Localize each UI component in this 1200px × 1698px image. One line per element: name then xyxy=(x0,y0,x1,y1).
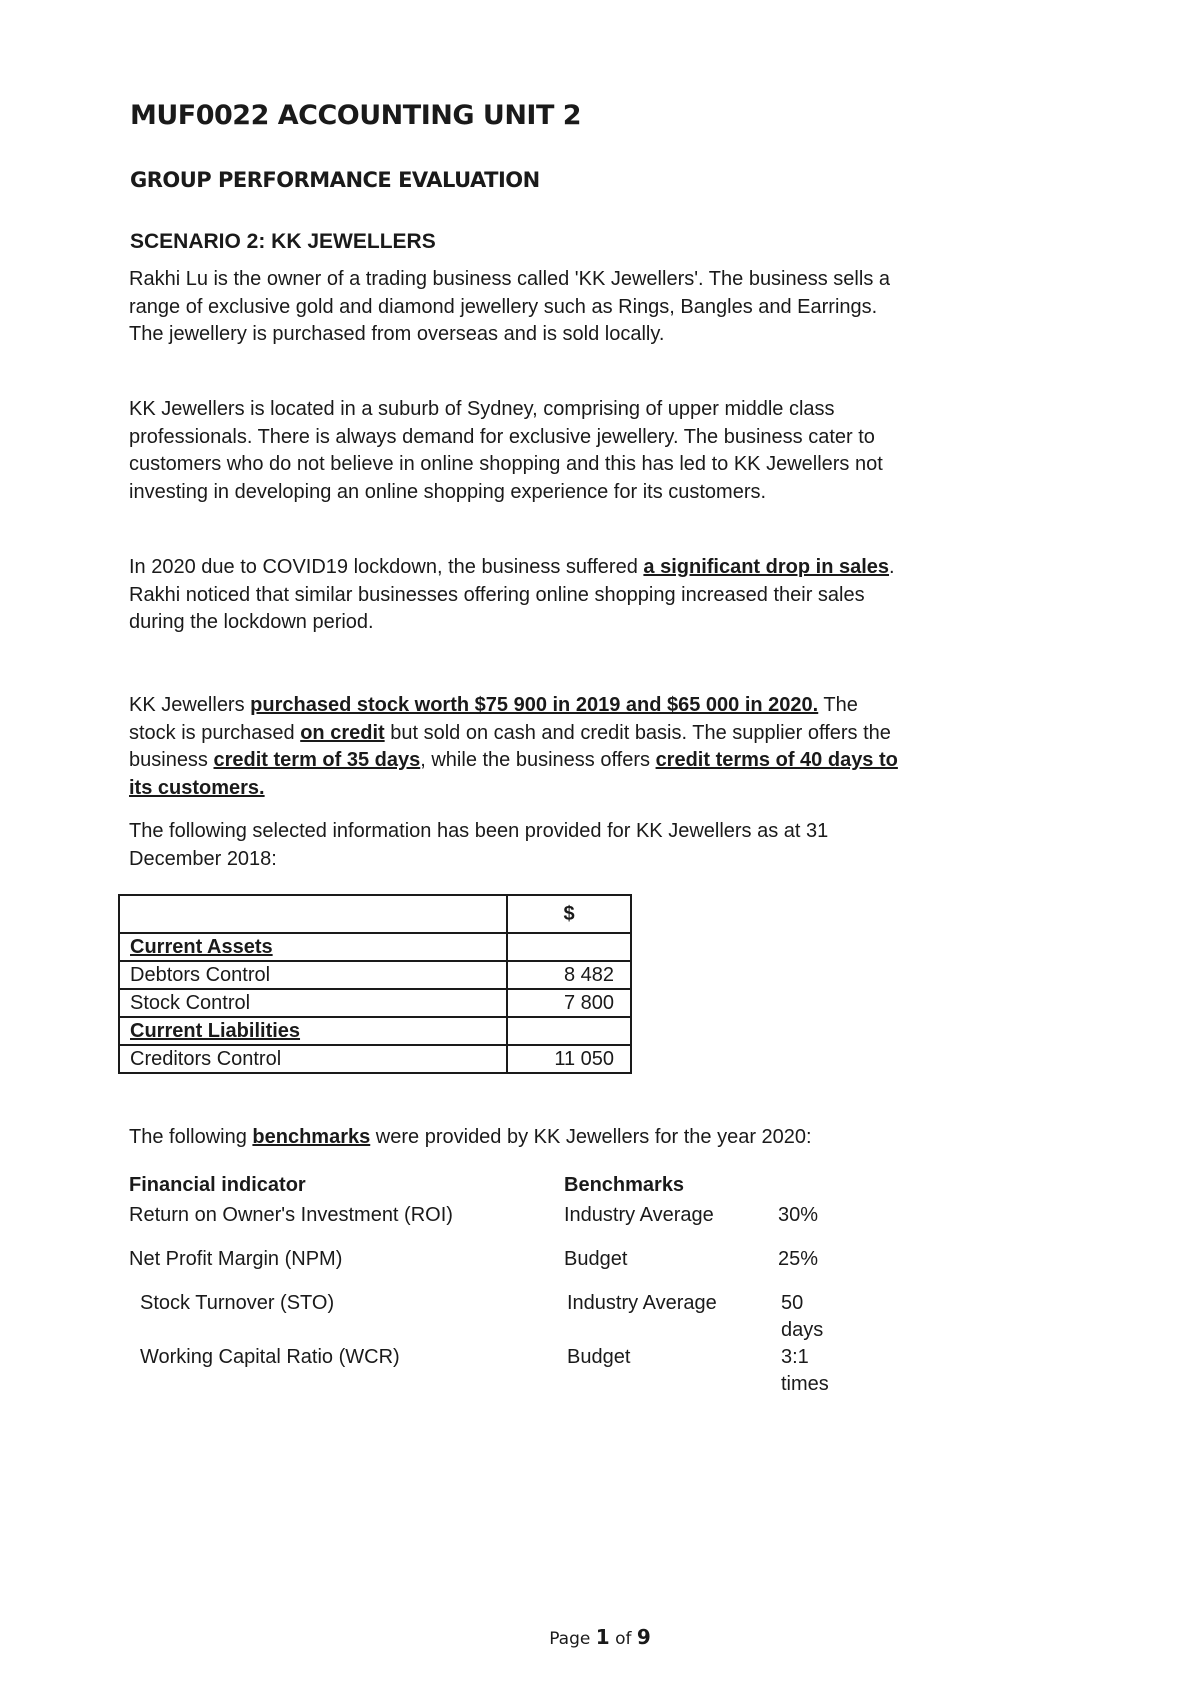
benchmark-value: 30% xyxy=(778,1204,819,1226)
benchmark-value-number: 50 xyxy=(781,1292,804,1314)
section-label-current-liabilities: Current Liabilities xyxy=(119,1017,507,1045)
page-total: 9 xyxy=(636,1625,651,1649)
paragraph-line: KK Jewellers is located in a suburb of Sydney, comprising of upper middle class xyxy=(129,398,835,420)
emphasis-sales-drop: a significant drop in sales xyxy=(643,556,890,578)
paragraph-line: Rakhi Lu is the owner of a trading business called 'KK Jewellers'. The business sells a xyxy=(129,268,890,290)
page-number: 1 xyxy=(595,1625,610,1649)
emphasis-stock-purchases: purchased stock worth $75 900 in 2019 and $65 000 in 2020. xyxy=(250,694,819,716)
text-run: were provided by KK Jewellers for the year 2020: xyxy=(370,1126,812,1148)
paragraph-line: December 2018: xyxy=(129,847,277,870)
table-row xyxy=(119,989,631,1017)
row-label: Stock Control xyxy=(119,989,507,1017)
indicator-name: Return on Owner's Investment (ROI) xyxy=(129,1204,453,1226)
row-value: 7 800 xyxy=(507,989,631,1017)
scenario-heading: SCENARIO 2: KK JEWELLERS xyxy=(130,230,436,253)
table-header-row xyxy=(119,895,631,933)
benchmark-value xyxy=(781,1344,829,1398)
table-row xyxy=(119,1045,631,1073)
emphasis-benchmarks: benchmarks xyxy=(252,1126,371,1148)
covid-paragraph xyxy=(129,554,895,637)
text-run: but sold on cash and credit basis. The supplier offers the xyxy=(384,721,891,744)
balance-table xyxy=(118,894,632,1074)
text-run: . xyxy=(889,556,895,578)
text-run: stock is purchased xyxy=(129,721,301,744)
table-cell xyxy=(507,933,631,961)
emphasis-supplier-credit-term: credit term of 35 days xyxy=(213,749,421,771)
benchmark-value-unit: times xyxy=(781,1373,829,1395)
benchmark-source: Industry Average xyxy=(564,1204,714,1226)
benchmark-value-unit: days xyxy=(781,1319,824,1341)
paragraph-line: The following selected information has been provided for KK Jewellers as at 31 xyxy=(129,820,829,842)
table-row xyxy=(119,933,631,961)
paragraph-line: during the lockdown period. xyxy=(129,611,374,633)
page-of-label: of xyxy=(615,1629,632,1649)
paragraph-line: The jewellery is purchased from overseas and is sold locally. xyxy=(129,323,665,345)
table-row xyxy=(119,961,631,989)
benchmark-source: Budget xyxy=(567,1346,631,1368)
paragraph-line xyxy=(129,720,898,748)
benchmarks-intro xyxy=(129,1124,812,1152)
location-paragraph xyxy=(129,396,883,506)
indicator-name: Stock Turnover (STO) xyxy=(140,1292,335,1314)
emphasis-customer-credit-term: credit terms of 40 days to xyxy=(655,749,898,771)
row-value: 8 482 xyxy=(507,961,631,989)
text-run: The xyxy=(818,694,858,716)
benchmark-value: 25% xyxy=(778,1248,819,1270)
document-title: MUF0022 ACCOUNTING UNIT 2 xyxy=(130,100,582,131)
indicator-name: Net Profit Margin (NPM) xyxy=(129,1248,343,1270)
benchmark-source: Budget xyxy=(564,1248,628,1270)
document-subtitle: GROUP PERFORMANCE EVALUATION xyxy=(130,168,540,192)
indicator-column-header: Financial indicator xyxy=(129,1174,306,1196)
paragraph-line xyxy=(129,747,898,775)
paragraph-line xyxy=(129,692,898,720)
text-run: In 2020 due to COVID19 lockdown, the business suffered xyxy=(129,556,644,578)
row-label: Debtors Control xyxy=(119,961,507,989)
benchmarks-column-header: Benchmarks xyxy=(564,1174,685,1196)
emphasis-customer-credit-term: its customers. xyxy=(129,776,265,799)
emphasis-on-credit: on credit xyxy=(300,721,385,744)
paragraph-line: Rakhi noticed that similar businesses offering online shopping increased their sales xyxy=(129,583,865,606)
paragraph-line: range of exclusive gold and diamond jewellery such as Rings, Bangles and Earrings. xyxy=(129,295,878,318)
benchmark-value xyxy=(781,1290,823,1344)
table-cell xyxy=(507,1017,631,1045)
row-label: Creditors Control xyxy=(119,1045,507,1073)
selected-info-paragraph xyxy=(129,818,828,873)
text-run: business xyxy=(129,749,214,771)
text-run: KK Jewellers xyxy=(129,694,251,716)
section-label-current-assets: Current Assets xyxy=(119,933,507,961)
row-value: 11 050 xyxy=(507,1045,631,1073)
paragraph-line: investing in developing an online shopping experience for its customers. xyxy=(129,480,767,503)
paragraph-line: professionals. There is always demand for exclusive jewellery. The business cater to xyxy=(129,425,875,448)
indicator-name: Working Capital Ratio (WCR) xyxy=(140,1346,400,1368)
table-row xyxy=(119,1017,631,1045)
text-run: The following xyxy=(129,1126,253,1148)
paragraph-line xyxy=(129,775,898,803)
intro-paragraph xyxy=(129,266,890,349)
benchmark-source: Industry Average xyxy=(567,1292,717,1314)
table-cell xyxy=(119,895,507,933)
page-footer xyxy=(0,1625,1200,1649)
currency-header: $ xyxy=(507,895,631,933)
benchmark-value-number: 3:1 xyxy=(781,1346,809,1368)
text-run: , while the business offers xyxy=(420,749,656,771)
paragraph-line xyxy=(129,554,895,582)
paragraph-line: customers who do not believe in online shopping and this has led to KK Jewellers not xyxy=(129,453,883,475)
page-label: Page xyxy=(549,1629,591,1649)
stock-paragraph xyxy=(129,692,898,802)
